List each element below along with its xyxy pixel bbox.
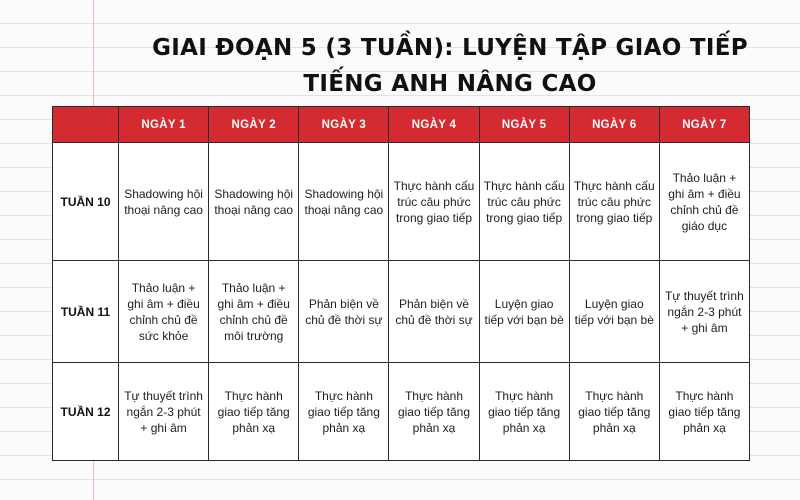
table-cell: Luyện giao tiếp với bạn bè — [569, 261, 659, 363]
table-cell: Shadowing hội thoại nâng cao — [299, 143, 389, 261]
week-label: TUẦN 10 — [53, 143, 119, 261]
table-header-row — [53, 107, 750, 143]
table-cell: Thực hành giao tiếp tăng phản xạ — [569, 363, 659, 461]
table-cell: Tự thuyết trình ngắn 2-3 phút + ghi âm — [659, 261, 749, 363]
page-title — [120, 30, 780, 102]
table-cell: Thực hành giao tiếp tăng phản xạ — [299, 363, 389, 461]
table-cell: Phản biện về chủ đề thời sự — [299, 261, 389, 363]
header-day-6: NGÀY 6 — [569, 107, 659, 143]
table-cell: Phản biện về chủ đề thời sự — [389, 261, 479, 363]
week-label: TUẦN 11 — [53, 261, 119, 363]
table-cell: Thực hành giao tiếp tăng phản xạ — [479, 363, 569, 461]
table-cell: Thực hành giao tiếp tăng phản xạ — [389, 363, 479, 461]
table-row-week-10 — [53, 143, 750, 261]
header-day-3: NGÀY 3 — [299, 107, 389, 143]
table-row-week-11 — [53, 261, 750, 363]
table-cell: Shadowing hội thoại nâng cao — [119, 143, 209, 261]
table-cell: Thực hành cấu trúc câu phức trong giao tiếp — [389, 143, 479, 261]
table-cell: Tự thuyết trình ngắn 2-3 phút + ghi âm — [119, 363, 209, 461]
title-line-1: GIAI ĐOẠN 5 (3 TUẦN): LUYỆN TẬP GIAO TIẾP — [152, 35, 748, 61]
table-cell: Thực hành giao tiếp tăng phản xạ — [209, 363, 299, 461]
table-cell: Thực hành giao tiếp tăng phản xạ — [659, 363, 749, 461]
table-cell: Thực hành cấu trúc câu phức trong giao tiếp — [569, 143, 659, 261]
week-label: TUẦN 12 — [53, 363, 119, 461]
header-day-5: NGÀY 5 — [479, 107, 569, 143]
table-cell: Thảo luận + ghi âm + điều chỉnh chủ đề sức khỏe — [119, 261, 209, 363]
header-day-7: NGÀY 7 — [659, 107, 749, 143]
table-cell: Thực hành cấu trúc câu phức trong giao tiếp — [479, 143, 569, 261]
header-day-4: NGÀY 4 — [389, 107, 479, 143]
title-line-2: TIẾNG ANH NÂNG CAO — [303, 71, 597, 97]
header-corner-cell — [53, 107, 119, 143]
table-cell: Shadowing hội thoại nâng cao — [209, 143, 299, 261]
table-cell: Thảo luận + ghi âm + điều chỉnh chủ đề giáo dục — [659, 143, 749, 261]
header-day-2: NGÀY 2 — [209, 107, 299, 143]
header-day-1: NGÀY 1 — [119, 107, 209, 143]
table-row-week-12 — [53, 363, 750, 461]
study-schedule-table — [52, 106, 750, 461]
table-cell: Luyện giao tiếp với bạn bè — [479, 261, 569, 363]
table-cell: Thảo luận + ghi âm + điều chỉnh chủ đề môi trường — [209, 261, 299, 363]
